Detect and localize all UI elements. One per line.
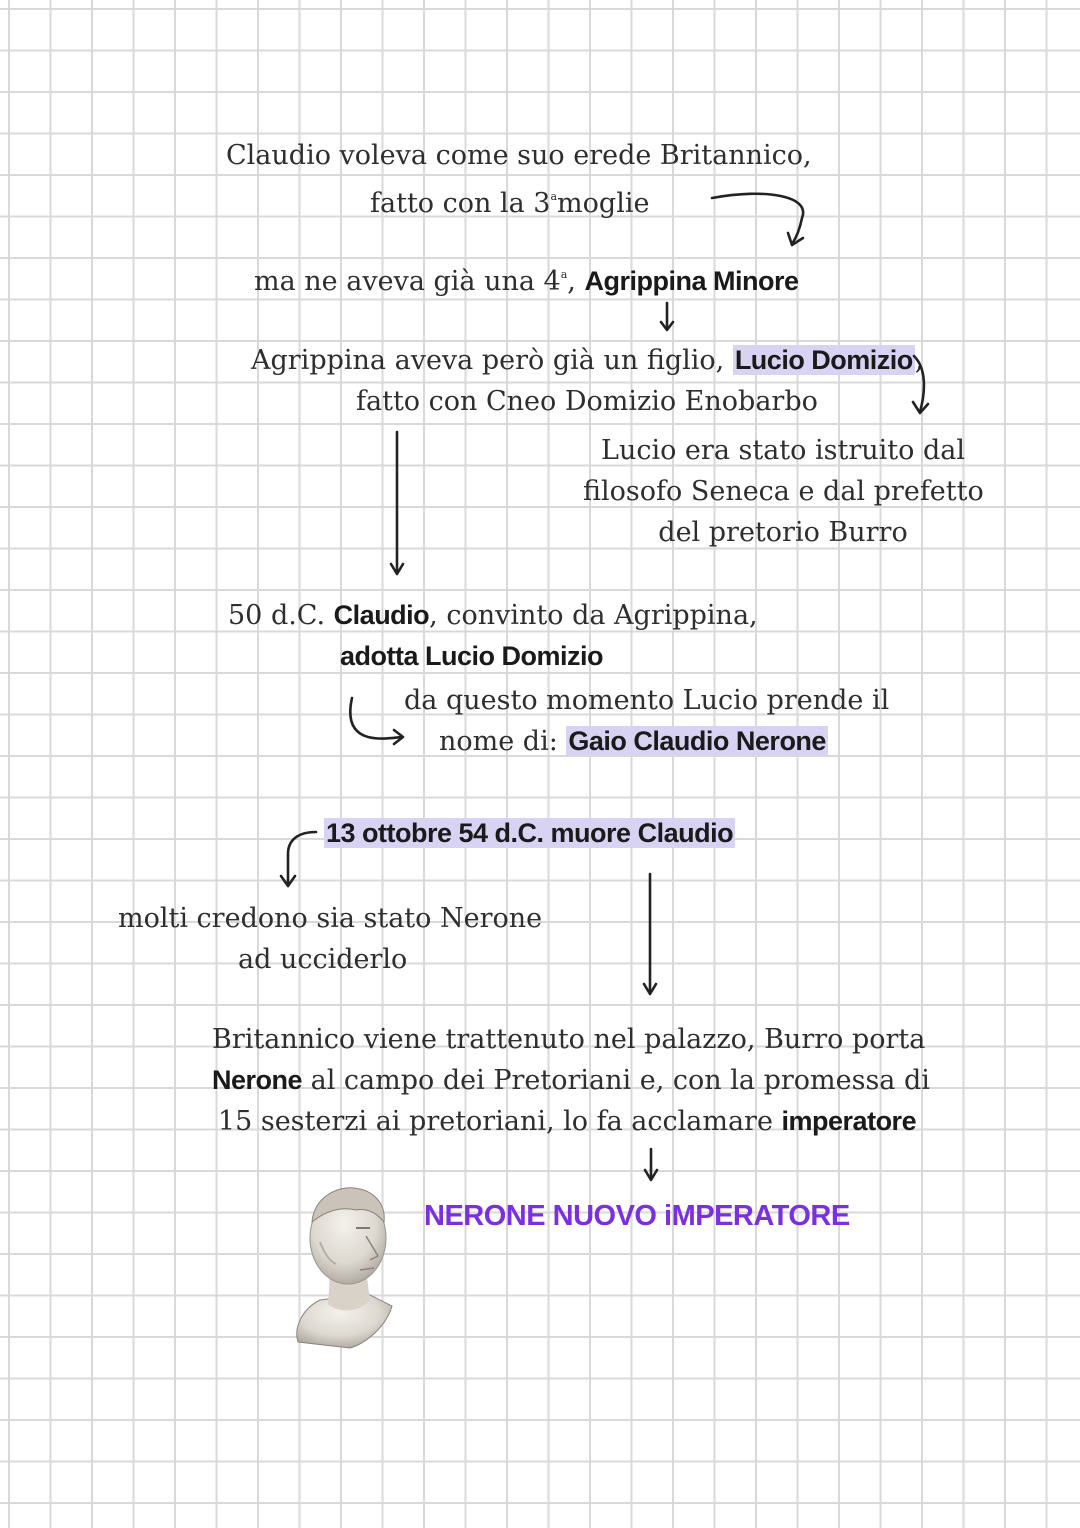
text-fourth-wife: ma ne aveva già una 4$^a$, Agrippina Minore bbox=[254, 266, 799, 297]
final-title: NERONE NUOVO iMPERATORE bbox=[424, 1200, 850, 1232]
curved-arrow-icon bbox=[272, 826, 322, 891]
text-agrippina-son: Agrippina aveva però già un figlio, Lucio Domizio, bbox=[251, 345, 924, 376]
arrow-down-icon bbox=[657, 300, 677, 334]
text-new-name: da questo momento Lucio prende il bbox=[404, 685, 890, 716]
text-nero-suspected: molti credono sia stato Nerone bbox=[118, 903, 543, 934]
arrow-down-icon bbox=[641, 1146, 661, 1184]
text-gaio-claudio-nerone: nome di: Gaio Claudio Nerone bbox=[439, 726, 826, 757]
text-ad-ucciderlo: ad ucciderlo bbox=[238, 944, 408, 975]
curved-arrow-icon bbox=[706, 188, 816, 248]
hook-arrow-icon bbox=[340, 690, 410, 750]
text-claudio-heir: Claudio voleva come suo erede Britannico, bbox=[226, 140, 812, 171]
nero-bust-image bbox=[290, 1182, 400, 1352]
text-claudio-dies: 13 ottobre 54 d.C. muore Claudio bbox=[326, 818, 734, 848]
text-cneo-domizio: fatto con Cneo Domizio Enobarbo bbox=[356, 386, 818, 417]
arrow-down-icon bbox=[387, 428, 407, 578]
text-adotta-lucio: adotta Lucio Domizio bbox=[340, 641, 603, 671]
arrow-down-icon bbox=[640, 870, 660, 998]
text-third-wife: fatto con la 3$^a$moglie bbox=[370, 188, 650, 219]
text-claudio-adopts: 50 d.C. Claudio, convinto da Agrippina, bbox=[228, 600, 758, 631]
curved-arrow-icon bbox=[900, 350, 940, 420]
